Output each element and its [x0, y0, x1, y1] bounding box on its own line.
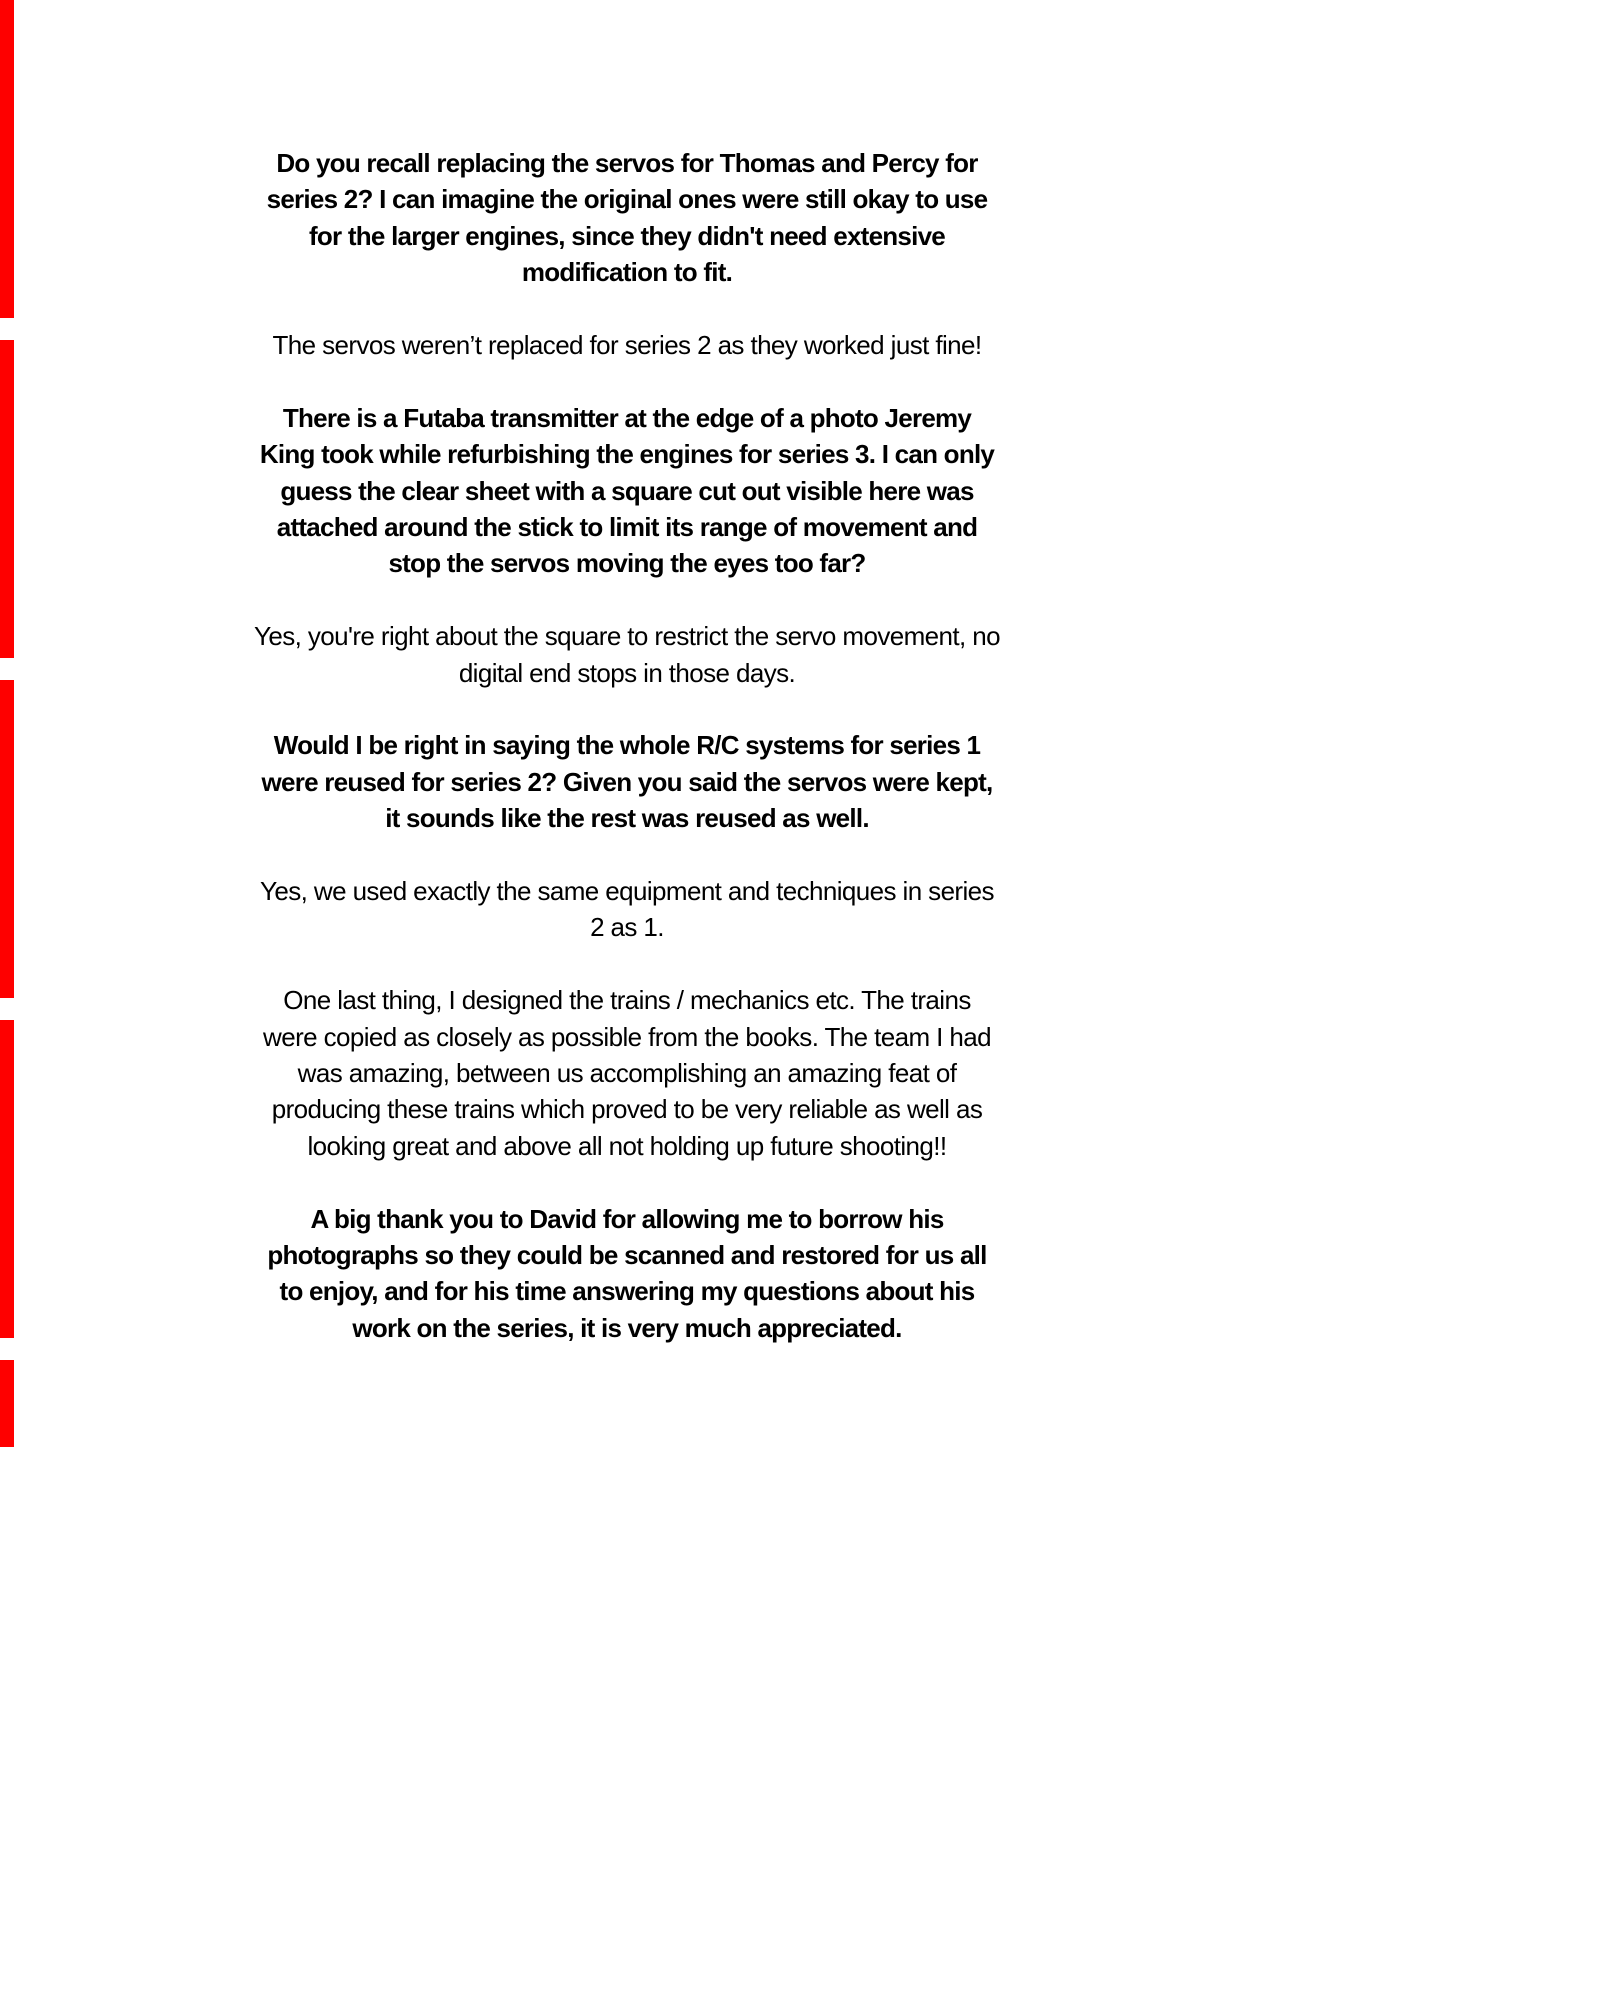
question-paragraph: Would I be right in saying the whole R/C systems for series 1 were reused for series 2? Given you said the servos were kept, it sounds like the rest was reused as well. [261, 730, 993, 834]
answer-paragraph: One last thing, I designed the trains / mechanics etc. The trains were copied as closely as possible from the books. The team I had was amazing, between us accomplishing an amazing feat of producing these trains which proved to be very reliable as well as looking great and above all not holding up future shooting!! [263, 985, 991, 1161]
closing-note-paragraph: A big thank you to David for allowing me to borrow his photographs so they could be scanned and restored for us all to enjoy, and for his time answering my questions about his work on the series, it is very much appreciated. [267, 1203, 987, 1343]
left-margin-change-bar [0, 0, 14, 1447]
answer-paragraph: Yes, you're right about the square to restrict the servo movement, no digital end stops in those days. [254, 621, 1000, 688]
answer-paragraph: Yes, we used exactly the same equipment and techniques in series 2 as 1. [260, 876, 994, 943]
question-paragraph: Do you recall replacing the servos for Thomas and Percy for series 2? I can imagine the original ones were still okay to use for the larger engines, since they didn't need extensive modification to fit. [266, 148, 988, 288]
question-paragraph: There is a Futaba transmitter at the edge of a photo Jeremy King took while refurbishing the engines for series 3. I can only guess the clear sheet with a square cut out visible here was attached around the stick to limit its range of movement and stop the servos moving the eyes too far? [259, 402, 995, 579]
document-content [207, 145, 1047, 1383]
answer-paragraph: The servos weren’t replaced for series 2 as they worked just fine! [272, 330, 982, 361]
